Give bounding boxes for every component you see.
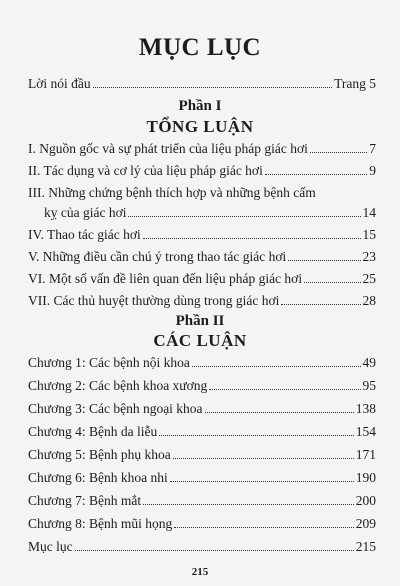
toc-entry — [28, 185, 376, 201]
leader-dots — [173, 458, 354, 459]
toc-entry — [28, 447, 376, 463]
part1-label: Phần I — [178, 98, 222, 114]
toc-entry-label: IV. Thao tác giác hơi — [28, 227, 141, 242]
toc-entry-page: 15 — [362, 227, 376, 242]
toc-entry-label: Chương 8: Bệnh mũi họng — [28, 516, 173, 531]
toc-entry-page: 14 — [362, 205, 376, 220]
toc-entry — [28, 516, 376, 532]
toc-entry-page: 215 — [355, 539, 376, 554]
toc-entry — [28, 424, 376, 440]
page-number: 215 — [191, 566, 209, 578]
toc-entry — [28, 227, 376, 243]
leader-dots — [310, 152, 367, 153]
toc-entry — [28, 401, 376, 417]
toc-entry — [28, 355, 376, 371]
toc-entry-label: Lời nói đầu — [28, 76, 91, 91]
leader-dots — [205, 412, 354, 413]
toc-entry-page: 95 — [362, 378, 376, 393]
toc-entry-page: 9 — [369, 163, 376, 178]
toc-entry-page: 171 — [355, 447, 376, 462]
toc-entry-page: 138 — [355, 401, 376, 416]
toc-entry-label: I. Nguồn gốc và sự phát triển của liệu pháp giác hơi — [28, 141, 308, 156]
part1-heading: TỔNG LUẬN — [146, 117, 254, 136]
toc-entry-page: 23 — [362, 249, 376, 264]
toc-entry-label: III. Những chứng bệnh thích hợp và những bệnh cấm — [28, 185, 316, 200]
toc-entry — [28, 470, 376, 486]
toc-entry-label: Mục lục — [28, 539, 73, 554]
toc-entry-label: V. Những điều cần chú ý trong thao tác giác hơi — [28, 249, 287, 264]
toc-entry — [28, 271, 376, 287]
leader-dots — [75, 550, 354, 551]
leader-dots — [281, 304, 360, 305]
leader-dots — [93, 87, 332, 88]
leader-dots — [174, 527, 354, 528]
toc-entry-label: Chương 2: Các bệnh khoa xương — [28, 378, 208, 393]
part2-heading: CÁC LUẬN — [153, 331, 247, 350]
page-title: MỤC LỤC — [138, 34, 262, 61]
toc-entry-label: Chương 1: Các bệnh nội khoa — [28, 355, 190, 370]
toc-entry-page: 154 — [355, 424, 376, 439]
toc-entry — [28, 141, 376, 157]
toc-entry-label: kỵ của giác hơi — [44, 205, 127, 220]
toc-entry-label: VI. Một số vấn đề liên quan đến liệu pháp giác hơi — [28, 271, 303, 286]
toc-entry-label: VII. Các thủ huyệt thường dùng trong giác hơi — [28, 293, 280, 308]
toc-entry-label: Chương 6: Bệnh khoa nhi — [28, 470, 168, 485]
toc-entry-label: Chương 3: Các bệnh ngoại khoa — [28, 401, 203, 416]
toc-entry-page: 209 — [355, 516, 376, 531]
toc-entry — [28, 293, 376, 309]
part2-label: Phần II — [175, 313, 225, 329]
leader-dots — [143, 504, 354, 505]
leader-dots — [143, 238, 361, 239]
leader-dots — [265, 174, 367, 175]
toc-entry-page: 28 — [362, 293, 376, 308]
toc-entry-label: Chương 5: Bệnh phụ khoa — [28, 447, 171, 462]
toc-entry-page: 7 — [369, 141, 376, 156]
toc-entry — [28, 539, 376, 555]
leader-dots — [304, 282, 360, 283]
leader-dots — [128, 216, 360, 217]
leader-dots — [170, 481, 354, 482]
toc-entry — [28, 163, 376, 179]
toc-entry — [28, 249, 376, 265]
toc-entry-page: Trang 5 — [334, 76, 376, 91]
toc-entry-page: 190 — [355, 470, 376, 485]
toc-entry-page: 25 — [362, 271, 376, 286]
leader-dots — [288, 260, 360, 261]
toc-entry-continuation — [44, 205, 376, 221]
toc-entry-label: Chương 4: Bệnh da liễu — [28, 424, 158, 439]
toc-entry-label: Chương 7: Bệnh mắt — [28, 493, 142, 508]
toc-entry-label: II. Tác dụng và cơ lý của liệu pháp giác hơi — [28, 163, 263, 178]
toc-entry-page: 49 — [362, 355, 376, 370]
toc-entry — [28, 378, 376, 394]
leader-dots — [159, 435, 354, 436]
toc-entry — [28, 493, 376, 509]
toc-entry-page: 200 — [355, 493, 376, 508]
leader-dots — [209, 389, 360, 390]
leader-dots — [192, 366, 361, 367]
toc-entry-preface — [28, 76, 376, 92]
